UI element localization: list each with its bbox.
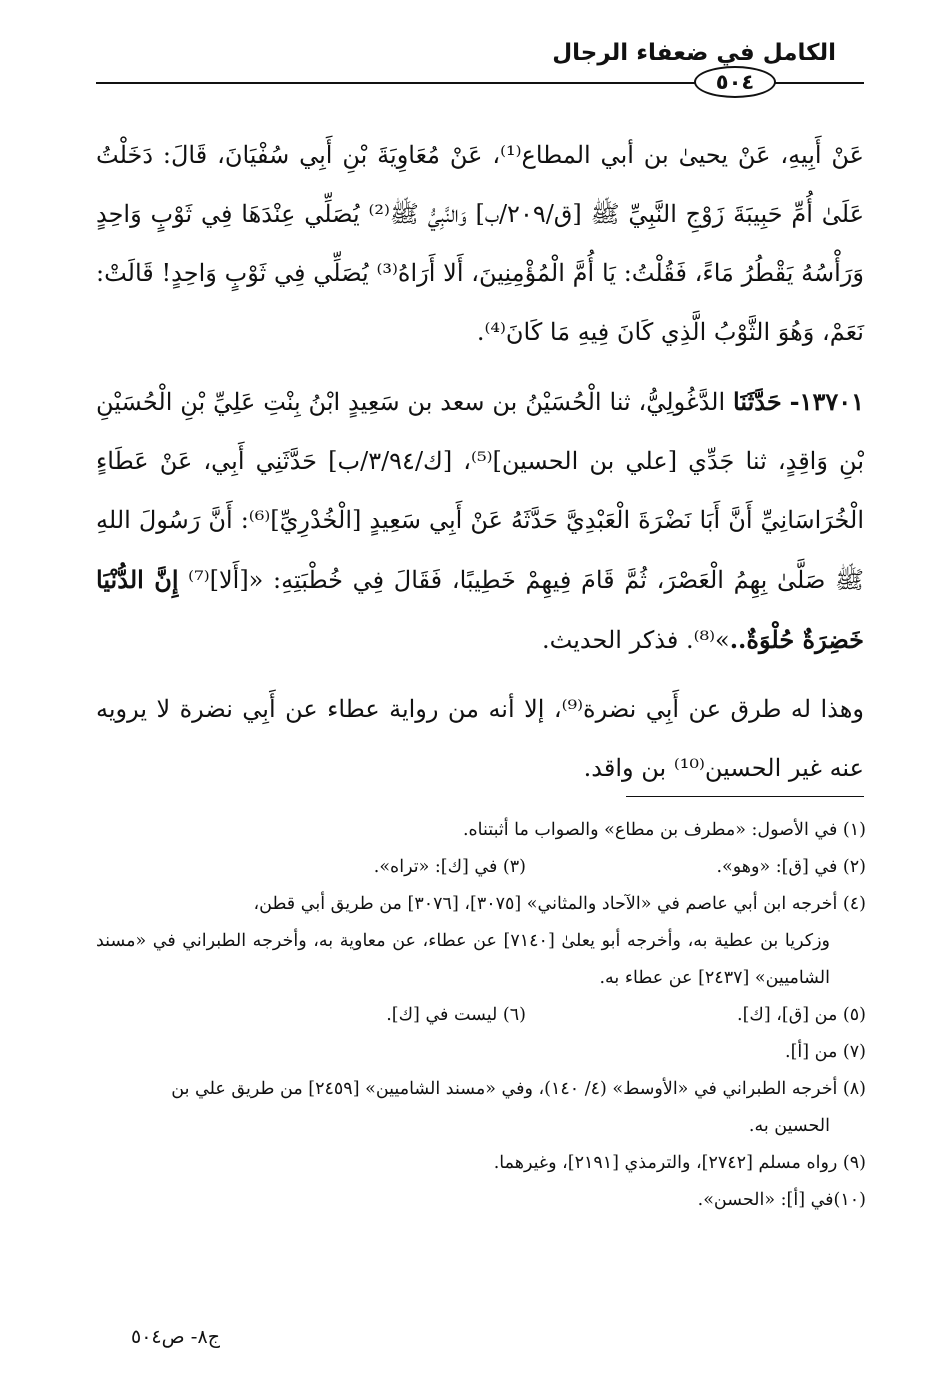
hadith-number: ١٣٧٠١- [789,387,864,416]
footnote-9: (٩) رواه مسلم [٢٧٤٢]، والترمذي [٢١٩١]، وغيرهما. [493,1153,866,1173]
footnote-1: (١) في الأصول: «مطرف بن مطاع» والصواب ما أثبتناه. [462,820,866,840]
running-title: الكامل في ضعفاء الرجال [552,40,836,66]
footnotes [96,812,866,1219]
page-footer: ج٨- ص٥٠٤ [131,1326,220,1348]
hadith-quote: إِنَّ الدُّنْيَا خَضِرَةٌ حُلْوَةٌ.. [96,565,864,654]
hadith-opening: حَدَّثَنَا [733,387,782,416]
paragraph-2 [96,372,864,670]
footnote-7: (٧) من [أ]. [785,1042,866,1062]
isnad-text: الدَّغُولِيُّ، ثنا الْحُسَيْنُ بن سعد بن سَعِيدٍ ابْنُ بِنْتِ عَلِيِّ بْنِ الْحُسَيْنِ بْنِ وَاقِدٍ، ثنا جَدِّي [علي بن الحسين]⁽⁵⁾، [ك/٣/٩٤/ب] حَدَّثَنِي أَبِي، عَنْ عَطَاءٍ الْخُرَاسَانِيِّ أَنَّ أَبَا نَضْرَةَ الْعَبْدِيَّ حَدَّثَهُ عَنْ أَبِي سَعِيدٍ [الْخُدْرِيِّ]⁽⁶⁾: أَنَّ رَسُولَ اللهِ ﷺ صَلَّىٰ بِهِمُ الْعَصْرَ، ثُمَّ قَامَ فِيهِمْ خَطِيبًا، فَقَالَ فِي خُطْبَتِهِ: «[أَلا]⁽⁷⁾ [96,388,865,594]
isnad-end: »⁽⁸⁾. فذكر الحديث. [542,626,730,654]
footnote-4: (٤) أخرجه ابن أبي عاصم في «الآحاد والمثاني» [٣٠٧٥]، [٣٠٧٦] من طريق أبي قطن، [253,894,866,914]
footnote-6: (٦) ليست في [ك]. [386,1005,526,1025]
footnote-5: (٥) من [ق]، [ك]. [737,1005,866,1025]
paragraph-1: عَنْ أَبِيهِ، عَنْ يحيىٰ بن أبي المطاع⁽¹⁾، عَنْ مُعَاوِيَةَ بْنِ أَبِي سُفْيَانَ، قَالَ: دَخَلْتُ عَلَىٰ أُمِّ حَبِيبَةَ زَوْجِ النَّبِيِّ ﷺ [ق/٢٠٩/ب] وَالنَّبِيُّ ﷺ⁽²⁾ يُصَلِّي عِنْدَهَا فِي ثَوْبٍ وَاحِدٍ وَرَأْسُهُ يَقْطُرُ مَاءً، فَقُلْتُ: يَا أُمَّ الْمُؤْمِنِينَ، أَلا أَرَاهُ⁽³⁾ يُصَلِّي فِي ثَوْبٍ وَاحِدٍ! قَالَتْ: نَعَمْ، وَهُوَ الثَّوْبُ الَّذِي كَانَ فِيهِ مَا كَانَ⁽⁴⁾. [96,141,865,346]
main-text [96,126,864,798]
page-number-badge: ٥٠٤ [694,66,776,98]
footnote-8: (٨) أخرجه الطبراني في «الأوسط» (٤/ ١٤٠)، وفي «مسند الشاميين» [٢٤٥٩] من طريق علي بن [171,1079,866,1099]
footnote-row-5-6 [96,997,866,1034]
footnote-4-continued: وزكريا بن عطية به، وأخرجه أبو يعلىٰ [٧١٤٠] عن عطاء، عن معاوية به، وأخرجه الطبراني في «مسند الشاميين» [٢٤٣٧] عن عطاء به. [96,931,830,988]
paragraph-3: وهذا له طرق عن أَبِي نضرة⁽⁹⁾، إلا أنه من رواية عطاء عن أَبِي نضرة لا يرويه عنه غير الحسين⁽¹⁰⁾ بن واقد. [96,695,865,782]
footnote-2: (٢) في [ق]: «وهو». [716,857,866,877]
footnote-3: (٣) في [ك]: «تراه». [373,857,526,877]
footnote-row-2-3 [96,849,866,886]
footnote-8-continued: الحسين به. [748,1116,830,1136]
footnote-10: (١٠)في [أ]: «الحسن». [697,1190,866,1210]
footnote-separator [626,796,864,797]
